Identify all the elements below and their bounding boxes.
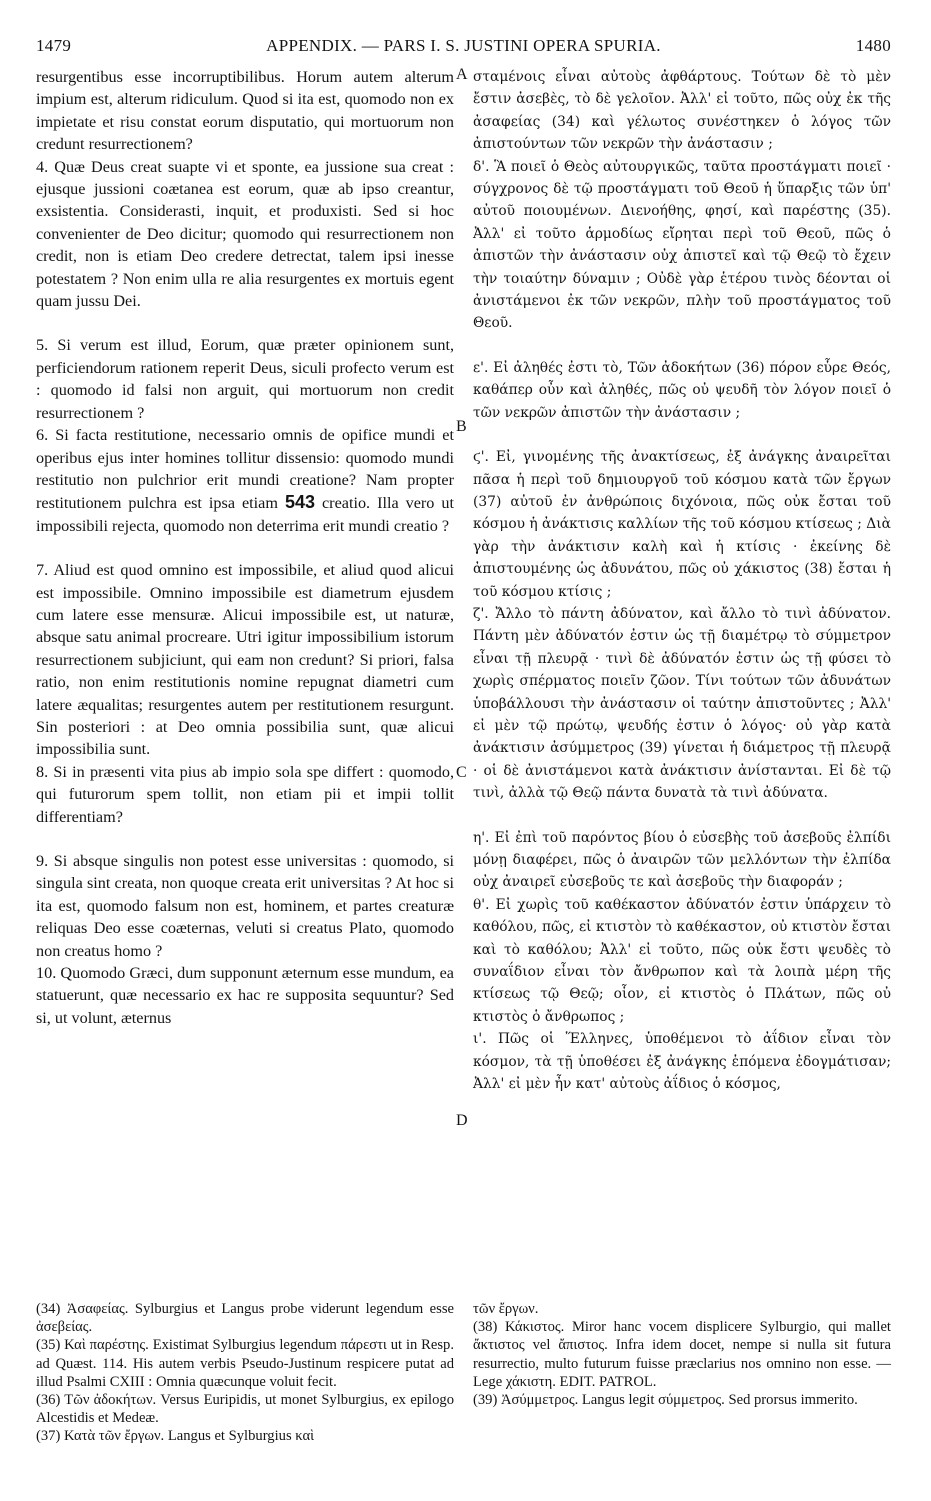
latin-paragraph-10: 10. Quomodo Græci, dum supponunt æternum esse mundum, ea statuerunt, quæ necessario ex hac re supposita sequuntur? Sed si, ut volunt, æternus xyxy=(36,964,454,1027)
greek-paragraph-8: η'. Εἰ ἐπὶ τοῦ παρόντος βίου ὁ εὐσεβὴς τοῦ ἀσεβοῦς ἐλπίδι μόνῃ διαφέρει, πῶς ὁ ἀναιρῶν τῶν μελλόντων τὴν ἐλπίδα οὐχ ἀναιρεῖ εὐσεβοῦς τε καὶ ἀσεβοῦς τὴν διαφοράν ; xyxy=(473,829,891,891)
page-number-left: 1479 xyxy=(36,36,72,55)
column-marker-c: C xyxy=(456,764,467,781)
greek-paragraph-6: ϛ'. Εἰ, γινομένης τῆς ἀνακτίσεως, ἐξ ἀνάγκης ἀναιρεῖται πᾶσα ἡ περὶ τοῦ δημιουργοῦ τοῦ κόσμου κατὰ τῶν ἔργων (37) αὐτοῦ ἐν ἀνθρώποις διχόνοια, πῶς οὐκ ἔσται τοῦ κόσμου ἡ ἀνάκτισις καλλίων τῆς τοῦ κόσμου κτίσεως ; Διὰ γὰρ τὴν ἀνάκτισιν καλὴ καὶ ἡ κτίσις · ἐκείνης δὲ ἀπιστουμένης ὡς ἀδυνάτου, πῶς οὐ χάκιστος (38) ἔσται ἡ τοῦ κόσμου κτίσις ; xyxy=(473,449,891,600)
column-marker-a: A xyxy=(456,66,468,83)
greek-paragraph-intro: σταμένοις εἶναι αὐτοὺς ἀφθάρτους. Τούτων δὲ τὸ μὲν ἔστιν ἀσεβὲς, τὸ δὲ γελοῖον. Ἀλλ' εἰ τοῦτο, πῶς οὐχ ἐκ τῆς ἀσαφείας (34) καὶ γέλωτος συνέστηκεν ὁ λόγος τῶν ἀπιστούντων τῶν νεκρῶν τὴν ἀνάστασιν ; xyxy=(473,69,891,153)
greek-paragraph-4: δ'. Ἃ ποιεῖ ὁ Θεὸς αὐτουργικῶς, ταῦτα προστάγματι ποιεῖ · σύγχρονος δὲ τῷ προστάγματι τοῦ Θεοῦ ἡ ὕπαρξις τῶν ὑπ' αὐτοῦ ποιουμένων. Διενοήθης, φησί, καὶ παρέστης (35). Ἀλλ' εἰ τοῦτο ἁρμοδίως εἴρηται περὶ τοῦ Θεοῦ, πῶς ὁ ἀπιστῶν τὴν ἀνάστασιν οὐχ ἀπιστεῖ καὶ τῷ Θεῷ τὸ ἔχειν τὴν τοιαύτην δύναμιν ; Οὐδὲ γὰρ ἑτέρου τινὸς δέονται οἱ ἀνιστάμενοι ἐκ τῶν νεκρῶν, πλὴν τοῦ προστάγματος τοῦ Θεοῦ. xyxy=(473,158,891,332)
latin-column xyxy=(36,66,454,1029)
greek-paragraph-5: ε'. Εἰ ἀληθές ἐστι τὸ, Τῶν ἀδοκήτων (36) πόρον εὗρε Θεός, καθάπερ οὖν καὶ ἀληθές, πῶς οὐ ψευδῆ τὸν λόγον ποιεῖ ὁ τῶν νεκρῶν ἀπιστῶν τὴν ἀνάστασιν ; xyxy=(473,359,891,421)
column-marker-b: B xyxy=(456,418,467,435)
greek-paragraph-7: ζ'. Ἄλλο τὸ πάντη ἀδύνατον, καὶ ἄλλο τὸ τινὶ ἀδύνατον. Πάντη μὲν ἀδύνατόν ἐστιν ὡς τῇ διαμέτρῳ τὸ σύμμετρον εἶναι τῇ πλευρᾷ · τινὶ δὲ ἀδύνατόν ἐστιν ὡς τῇ φύσει τὸ χωρὶς σπέρματος ποιεῖν ζῶον. Τίνι τούτων τῶν ἀδυνάτων ὑποβάλλουσι τὴν ἀνάστασιν οἱ ταύτην ἀπιστοῦντες ; Ἀλλ' εἰ μὲν τῷ πρώτῳ, ψευδής ἐστιν ὁ λόγος· οὐ γὰρ κατὰ ἀνάκτισιν ἀσύμμετρος (39) γίνεται ἡ διάμετρος τῇ πλευρᾷ · οἱ δὲ ἀνιστάμενοι κατὰ ἀνάκτισιν ἀνίστανται. Εἰ δὲ τῷ τινὶ, ἀλλὰ τῷ Θεῷ πάντα δυνατὰ τὰ τινὶ ἀδύνατα. xyxy=(473,605,891,802)
latin-paragraph-4: 4. Quæ Deus creat suapte vi et sponte, ea jussione sua creat : ejusque jussioni coætanea est eorum, quæ ab ipso creantur, exsistentia. Considerasti, inquit, et produxisti. Sed si hoc convenienter de Deo dicitur; quomodo qui resurrectionem non credit, non is etiam Deo credere detrectat, talem ipsi inesse potestatem ? Non enim ulla re alia resurgentes ex mortuis egent quam jussu Dei. xyxy=(36,157,454,311)
footnotes-right xyxy=(473,1300,891,1409)
footnote-38: (38) Κάκιστος. Miror hanc vocem displicere Sylburgio, qui mallet ἄκτιστος vel ἄπιστος. Infra idem docet, nempe si nulla sit futura resurrectio, multo futurum fuisse præclarius nos omnino non esse. — Lege χάκιστη. EDIT. PATROL. xyxy=(473,1319,891,1390)
latin-paragraph-9: 9. Si absque singulis non potest esse universitas : quomodo, si singula sint creata, non quoque creata erit universitas ? At hoc si ita est, quomodo falsum non est, hominem, et partes creaturæ reliquas Deo esse coæternas, veluti si creatus Plato, quomodo non creatus homo ? xyxy=(36,852,454,960)
latin-paragraph-6 xyxy=(36,424,454,537)
latin-paragraph-6-part2: creatio. Illa vero ut impossibili rejecta, quomodo non deterrima erit mundi creatio ? xyxy=(36,494,454,535)
margin-page-number: 543 xyxy=(284,492,315,513)
page-number-right: 1480 xyxy=(855,36,891,55)
footnote-35: (35) Καὶ παρέστης. Existimat Sylburgius legendum πάρεστι ut in Resp. ad Quæst. 114. His autem verbis Pseudo-Justinum respicere putat ad illud Psalmi CXIII : Omnia quæcunque voluit fecit. xyxy=(36,1337,454,1390)
footnote-39: (39) Ἀσύμμετρος. Langus legit σύμμετρος. Sed prorsus immerito. xyxy=(473,1392,858,1409)
greek-column xyxy=(473,66,891,1095)
footnote-36: (36) Τῶν ἀδοκήτων. Versus Euripidis, ut monet Sylburgius, ex epilogo Alcestidis et Medeæ. xyxy=(36,1392,454,1427)
latin-paragraph-intro: resurgentibus esse incorruptibilibus. Horum autem alterum impium est, alterum ridiculum. Quod si ita est, quomodo non ex impietate et risu constat eorum disputatio, qui mortuorum non credunt resurrectionem? xyxy=(36,68,454,154)
latin-paragraph-8: 8. Si in præsenti vita pius ab impio sola spe differt : quomodo, qui futurorum spem tollit, non etiam pii et impii tollit differentiam? xyxy=(36,762,454,826)
footnote-37-continued: τῶν ἔργων. xyxy=(473,1301,539,1317)
latin-paragraph-7: 7. Aliud est quod omnino est impossibile, et aliud quod alicui est impossibile. Omnino impossibile est diametrum ejusdem cum latere esse mensuræ. Alicui impossibile est, ut naturæ, absque satu animal procreare. Utri igitur impossibilium istorum resurrectionem subjiciunt, qui eam non credunt? Si priori, falsa ratio, non enim restitutionis nomine repugnat diametri cum latere æqualitas; resurgentes autem per restitutionem resurgunt. Sin posteriori : at Deo omnia possibilia sunt, quæ alicui impossibilia sunt. xyxy=(36,561,454,759)
footnotes-left xyxy=(36,1300,454,1446)
greek-paragraph-9: θ'. Εἰ χωρὶς τοῦ καθέκαστον ἀδύνατόν ἐστιν ὑπάρχειν τὸ καθόλου, πῶς, εἰ κτιστὸν τὸ καθέκαστον, οὐ κτιστὸν ἔσται καὶ τὸ καθόλου; Ἀλλ' εἰ τοῦτο, πῶς οὐκ ἔστι ψευδὲς τὸ συναΐδιον εἶναι τὸν ἄνθρωπον καὶ τὰ λοιπὰ μέρη τῆς κτίσεως τῷ Θεῷ; οἷον, εἰ κτιστὸς ὁ Πλάτων, πῶς οὐ κτιστὸς ὁ ἄνθρωπος ; xyxy=(473,896,891,1025)
latin-paragraph-6-part1: 6. Si facta restitutione, necessario omnis de opifice mundi et operibus ejus inter homines tollitur dissensio: quomodo mundi restitutio non pulchrior erit mundi creatione? Nam propter restitutionem pulchra est ipsa etiam xyxy=(36,426,454,513)
column-marker-d: D xyxy=(456,1112,468,1129)
running-header xyxy=(36,36,891,60)
latin-paragraph-5: 5. Si verum est illud, Eorum, quæ præter opinionem sunt, perficiendorum rationem reperit Deus, siculi profecto verum est : quomodo id falsi non arguit, qui mortuorum non credit resurrectionem ? xyxy=(36,336,454,422)
greek-paragraph-10: ι'. Πῶς οἱ Ἕλληνες, ὑποθέμενοι τὸ ἀΐδιον εἶναι τὸν κόσμον, τὰ τῇ ὑποθέσει ἐξ ἀνάγκης ἑπόμενα ἐδογμάτισαν; Ἀλλ' εἰ μὲν ἦν κατ' αὐτοὺς ἀΐδιος ὁ κόσμος, xyxy=(473,1031,891,1093)
footnote-34: (34) Ἀσαφείας. Sylburgius et Langus probe viderunt legendum esse ἀσεβείας. xyxy=(36,1301,454,1336)
footnote-37: (37) Κατὰ τῶν ἔργων. Langus et Sylburgius καὶ xyxy=(36,1428,315,1445)
running-title: APPENDIX. — PARS I. S. JUSTINI OPERA SPURIA. xyxy=(266,36,661,55)
